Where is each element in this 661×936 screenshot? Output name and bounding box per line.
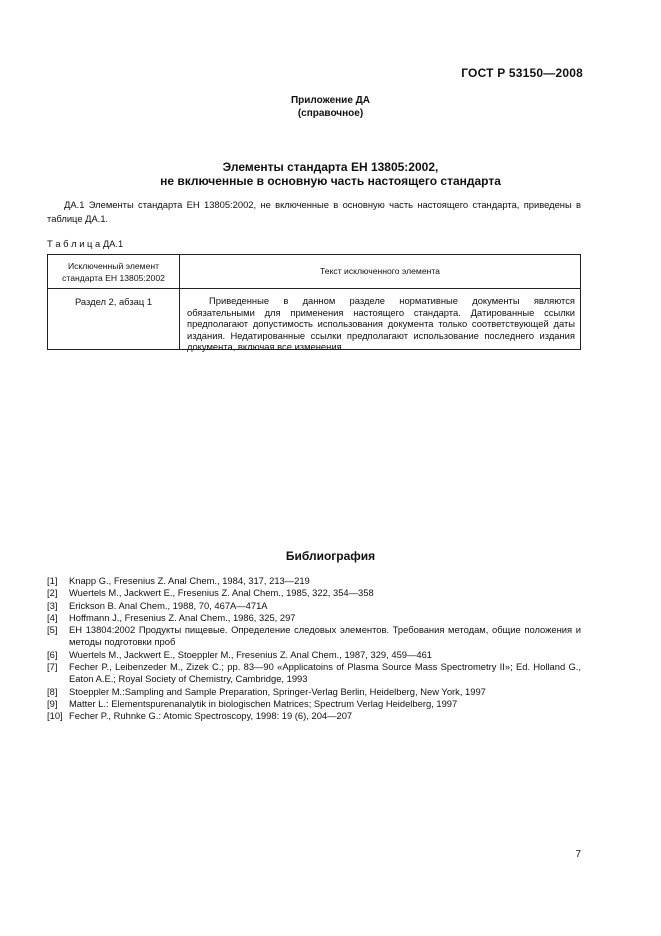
table-caption: Т а б л и ц а ДА.1 <box>47 238 124 249</box>
table-cell-text-content: Приведенные в данном разделе нормативные документы являются обязательными для применения настоящего стандарта. Датированные ссылки предполагают допустимость использования документа только соответствующей даты издания. Недатированные ссылки предполагают использование последнего издания документа, включая все изменения <box>187 295 575 352</box>
excluded-elements-table <box>47 254 581 350</box>
bibliography-item-number: [8] <box>47 685 58 697</box>
bibliography-item-number: [7] <box>47 661 58 673</box>
appendix-subtitle: (справочное) <box>297 108 364 119</box>
bibliography-item-text: Matter L.: Elementspurenanalytik in biologischen Matrices; Spectrum Verlag Heidelberg, 1997 <box>69 697 458 709</box>
intro-text: ДА.1 Элементы стандарта ЕН 13805:2002, не включенные в основную часть настоящего стандарта, приведены в таблице ДА.1. <box>47 199 581 224</box>
bibliography-item <box>47 686 581 698</box>
bibliography-item-text: Stoeppler M.:Sampling and Sample Preparation, Springer-Verlag Berlin, Heidelberg, New York, 1997 <box>69 685 486 697</box>
appendix-title: Приложение ДА <box>290 95 371 106</box>
document-code: ГОСТ Р 53150—2008 <box>461 66 583 80</box>
bibliography-item-number: [6] <box>47 648 58 660</box>
bibliography-item-text: Wuertels M., Jackwert E., Stoeppler M., Fresenius Z. Anal Chem., 1987, 329, 459—461 <box>69 648 433 660</box>
section-title-line2: не включенные в основную часть настоящего стандарта <box>160 174 501 188</box>
bibliography-item <box>47 710 581 722</box>
table-row-divider <box>48 288 580 289</box>
bibliography-item-number: [3] <box>47 599 58 611</box>
bibliography-item <box>47 624 581 649</box>
bibliography-item <box>47 600 581 612</box>
bibliography-item-text: Knapp G., Fresenius Z. Anal Chem., 1984, 317, 213—219 <box>69 575 310 586</box>
bibliography-item <box>47 612 581 624</box>
bibliography-item-number: [1] <box>47 575 58 586</box>
bibliography-item-text: Fecher P., Leibenzeder M., Zizek C.; pp. 83—90 «Applicatoins of Plasma Source Mass Spectrometry II»; Ed. Holland G., Eaton A.E.; Royal Society of Chemistry, Cambridge, 1993 <box>69 661 581 685</box>
bibliography-item-number: [9] <box>47 697 58 709</box>
bibliography-item-number: [5] <box>47 624 58 636</box>
bibliography-item-number: [4] <box>47 611 58 623</box>
table-header-col1-line2: стандарта ЕН 13805:2002 <box>62 273 165 283</box>
table-header-col1-line1: Исключенный элемент <box>67 261 160 271</box>
table-cell-element: Раздел 2, абзац 1 <box>74 296 153 307</box>
bibliography-title: Библиография <box>285 549 376 563</box>
table-header-excluded-element <box>48 260 179 284</box>
page-number: 7 <box>575 849 581 860</box>
section-title-line1: Элементы стандарта ЕН 13805:2002, <box>222 160 439 174</box>
bibliography-item <box>47 649 581 661</box>
table-cell-text <box>187 295 575 353</box>
intro-paragraph <box>47 198 581 226</box>
bibliography-item-text: Fecher P., Ruhnke G.: Atomic Spectroscopy, 1998: 19 (6), 204—207 <box>69 710 353 722</box>
bibliography-item <box>47 587 581 599</box>
table-header-excluded-text: Текст исключенного элемента <box>320 266 440 276</box>
bibliography-item-text: Hoffmann J., Fresenius Z. Anal Chem., 1986, 325, 297 <box>69 611 296 623</box>
bibliography-list <box>47 575 581 723</box>
bibliography-item-text: Erickson B. Anal Chem., 1988, 70, 467A—471A <box>69 599 268 611</box>
bibliography-item <box>47 661 581 686</box>
bibliography-item <box>47 575 581 587</box>
bibliography-item-text: ЕН 13804:2002 Продукты пищевые. Определение следовых элементов. Требования методам, общие положения и методы подготовки проб <box>69 624 581 648</box>
bibliography-item-number: [10] <box>47 710 63 722</box>
bibliography-item-text: Wuertels M., Jackwert E., Fresenius Z. Anal Chem., 1985, 322, 354—358 <box>69 587 374 599</box>
bibliography-item <box>47 698 581 710</box>
bibliography-item-number: [2] <box>47 587 58 599</box>
